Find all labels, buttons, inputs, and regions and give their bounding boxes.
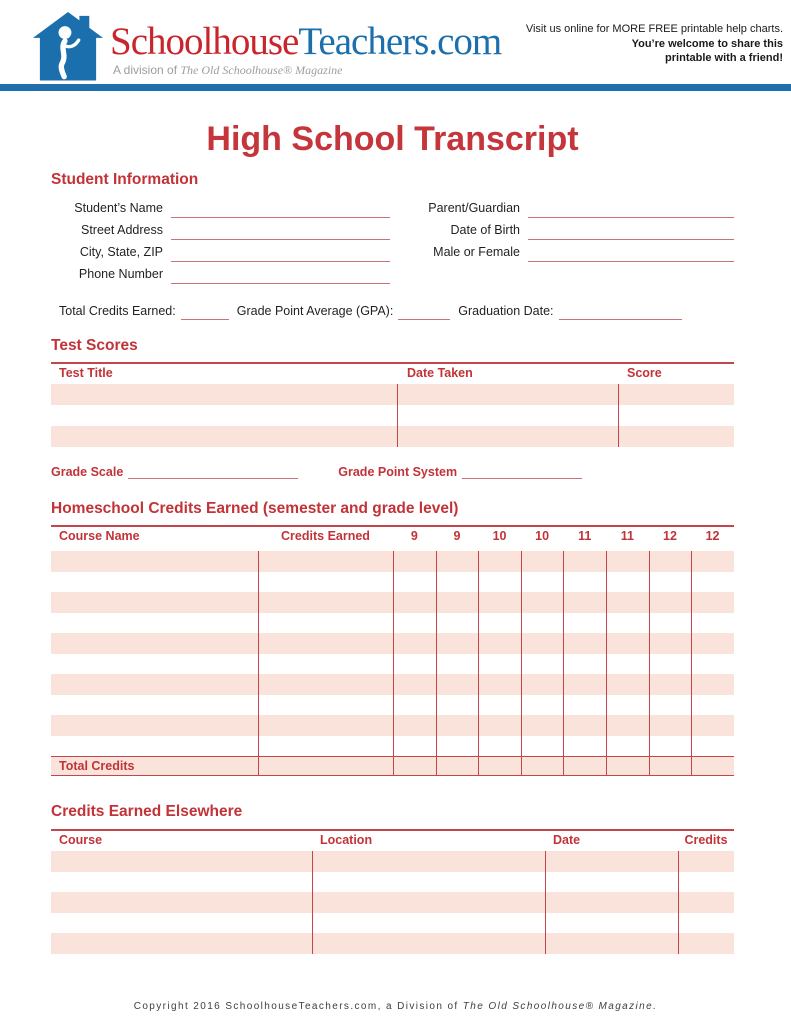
grade-10-column-header: 10 bbox=[492, 529, 507, 543]
table-cell[interactable] bbox=[393, 613, 436, 634]
table-cell[interactable] bbox=[606, 654, 649, 675]
table-cell[interactable] bbox=[51, 551, 258, 572]
page-header bbox=[0, 0, 791, 84]
table-cell[interactable] bbox=[649, 757, 692, 775]
table-cell[interactable] bbox=[393, 736, 436, 757]
table-cell[interactable] bbox=[521, 715, 564, 736]
city-state-zip-field[interactable] bbox=[171, 244, 390, 262]
grade-11-column-header: 11 bbox=[578, 529, 592, 543]
credits-column-header: Credits bbox=[684, 833, 728, 847]
table-cell[interactable] bbox=[691, 674, 734, 695]
table-cell[interactable] bbox=[393, 757, 436, 775]
table-cell[interactable] bbox=[521, 695, 564, 716]
course-column-header: Course bbox=[59, 833, 103, 847]
table-cell[interactable] bbox=[606, 572, 649, 593]
date-column-header: Date bbox=[553, 833, 581, 847]
table-cell[interactable] bbox=[51, 384, 397, 405]
table-cell[interactable] bbox=[545, 892, 678, 913]
copyright-footer bbox=[0, 1001, 791, 1012]
location-column-header: Location bbox=[320, 833, 373, 847]
table-cell[interactable] bbox=[563, 633, 606, 654]
table-cell[interactable] bbox=[51, 913, 312, 934]
table-cell[interactable] bbox=[649, 592, 692, 613]
grade-12-column-header: 12 bbox=[663, 529, 677, 543]
table-cell[interactable] bbox=[606, 715, 649, 736]
table-row[interactable] bbox=[51, 613, 734, 634]
table-cell[interactable] bbox=[258, 551, 393, 572]
table-row[interactable] bbox=[51, 426, 734, 447]
table-cell[interactable] bbox=[312, 892, 545, 913]
graduation-date-label: Graduation Date: bbox=[458, 304, 554, 318]
elsewhere-table-body bbox=[51, 851, 734, 954]
table-cell[interactable] bbox=[436, 572, 479, 593]
table-cell[interactable] bbox=[258, 613, 393, 634]
table-row[interactable] bbox=[51, 695, 734, 716]
credits-elsewhere-table bbox=[51, 829, 734, 954]
homeschool-credits-table bbox=[51, 525, 734, 776]
course-name-column-header: Course Name bbox=[59, 529, 140, 543]
table-cell[interactable] bbox=[691, 715, 734, 736]
table-cell[interactable] bbox=[312, 913, 545, 934]
table-cell[interactable] bbox=[51, 695, 258, 716]
table-cell[interactable] bbox=[258, 592, 393, 613]
grade-11-column-header: 11 bbox=[620, 529, 634, 543]
grade-scale-field[interactable] bbox=[128, 464, 298, 479]
table-cell[interactable] bbox=[478, 757, 521, 775]
street-address-field[interactable] bbox=[171, 222, 390, 240]
street-address-label: Street Address bbox=[81, 223, 163, 237]
table-cell[interactable] bbox=[521, 654, 564, 675]
table-cell[interactable] bbox=[258, 633, 393, 654]
table-cell[interactable] bbox=[51, 592, 258, 613]
students-name-label: Student’s Name bbox=[74, 201, 163, 215]
table-cell[interactable] bbox=[258, 757, 393, 775]
table-cell[interactable] bbox=[478, 695, 521, 716]
total-credits-earned-field[interactable] bbox=[181, 304, 229, 320]
male-or-female-label: Male or Female bbox=[433, 245, 520, 259]
table-cell[interactable] bbox=[258, 736, 393, 757]
table-cell[interactable] bbox=[478, 736, 521, 757]
table-row[interactable] bbox=[51, 384, 734, 405]
table-cell[interactable] bbox=[51, 613, 258, 634]
table-cell[interactable] bbox=[312, 933, 545, 954]
table-row[interactable] bbox=[51, 933, 734, 954]
table-cell[interactable] bbox=[51, 872, 312, 893]
table-cell[interactable] bbox=[563, 654, 606, 675]
brand-name-teachers: Teachers.com bbox=[298, 20, 502, 63]
table-cell[interactable] bbox=[258, 572, 393, 593]
grade-10-column-header: 10 bbox=[535, 529, 550, 543]
table-cell[interactable] bbox=[478, 715, 521, 736]
table-cell[interactable] bbox=[563, 736, 606, 757]
table-cell[interactable] bbox=[563, 757, 606, 775]
gpa-label: Grade Point Average (GPA): bbox=[236, 304, 394, 318]
grade-scale-row bbox=[51, 461, 734, 479]
field-row bbox=[51, 196, 390, 218]
table-cell[interactable] bbox=[393, 674, 436, 695]
credits-elsewhere-heading: Credits Earned Elsewhere bbox=[51, 803, 243, 820]
table-cell[interactable] bbox=[606, 736, 649, 757]
table-cell[interactable] bbox=[397, 426, 618, 447]
table-cell[interactable] bbox=[51, 426, 397, 447]
table-row[interactable] bbox=[51, 572, 734, 593]
table-cell[interactable] bbox=[691, 613, 734, 634]
table-cell[interactable] bbox=[258, 674, 393, 695]
table-row[interactable] bbox=[51, 872, 734, 893]
table-cell[interactable] bbox=[393, 572, 436, 593]
table-row[interactable] bbox=[51, 892, 734, 913]
date-taken-column-header: Date Taken bbox=[407, 366, 473, 380]
copyright-text: Copyright 2016 SchoolhouseTeachers.com, a Division of bbox=[133, 1000, 463, 1012]
header-divider-bar bbox=[0, 84, 791, 91]
table-cell[interactable] bbox=[51, 633, 258, 654]
table-cell[interactable] bbox=[258, 654, 393, 675]
table-cell[interactable] bbox=[545, 872, 678, 893]
table-cell[interactable] bbox=[521, 551, 564, 572]
test-scores-heading: Test Scores bbox=[51, 337, 138, 354]
student-information-fields bbox=[51, 196, 734, 284]
graduation-date-field[interactable] bbox=[559, 304, 682, 320]
table-cell[interactable] bbox=[436, 654, 479, 675]
field-row bbox=[412, 218, 734, 240]
field-row bbox=[412, 196, 734, 218]
test-scores-table-body bbox=[51, 384, 734, 447]
table-cell[interactable] bbox=[478, 674, 521, 695]
table-cell[interactable] bbox=[606, 757, 649, 775]
tagline-prefix: A division of bbox=[113, 63, 181, 77]
students-name-field[interactable] bbox=[171, 200, 390, 218]
table-cell[interactable] bbox=[649, 715, 692, 736]
table-cell[interactable] bbox=[393, 633, 436, 654]
table-row[interactable] bbox=[51, 633, 734, 654]
parent-guardian-label: Parent/Guardian bbox=[428, 201, 520, 215]
table-row[interactable] bbox=[51, 715, 734, 736]
table-cell[interactable] bbox=[691, 633, 734, 654]
table-cell[interactable] bbox=[51, 736, 258, 757]
table-cell[interactable] bbox=[51, 892, 312, 913]
table-cell[interactable] bbox=[678, 851, 734, 872]
table-row[interactable] bbox=[51, 913, 734, 934]
table-cell[interactable] bbox=[606, 633, 649, 654]
student-information-heading: Student Information bbox=[51, 171, 199, 188]
table-row[interactable] bbox=[51, 592, 734, 613]
table-cell[interactable] bbox=[649, 613, 692, 634]
table-cell[interactable] bbox=[606, 674, 649, 695]
table-cell[interactable] bbox=[649, 695, 692, 716]
grade-9-column-header: 9 bbox=[453, 529, 461, 543]
table-cell[interactable] bbox=[618, 405, 734, 426]
table-cell[interactable] bbox=[521, 674, 564, 695]
table-cell[interactable] bbox=[649, 572, 692, 593]
table-row[interactable] bbox=[51, 736, 734, 757]
schoolhouseteachers-logo[interactable] bbox=[30, 10, 501, 84]
form-content bbox=[51, 119, 734, 954]
table-cell[interactable] bbox=[436, 695, 479, 716]
table-cell[interactable] bbox=[563, 695, 606, 716]
table-cell[interactable] bbox=[436, 674, 479, 695]
field-row bbox=[412, 240, 734, 262]
copyright-magazine-text: The Old Schoolhouse® Magazine. bbox=[462, 1000, 658, 1012]
table-cell[interactable] bbox=[563, 551, 606, 572]
table-cell[interactable] bbox=[478, 613, 521, 634]
table-cell[interactable] bbox=[606, 592, 649, 613]
homeschool-credits-heading: Homeschool Credits Earned (semester and grade level) bbox=[51, 500, 459, 517]
table-cell[interactable] bbox=[312, 851, 545, 872]
test-scores-header-row bbox=[51, 364, 734, 384]
table-cell[interactable] bbox=[397, 384, 618, 405]
test-title-column-header: Test Title bbox=[59, 366, 113, 380]
table-row[interactable] bbox=[51, 851, 734, 872]
total-credits-row bbox=[51, 756, 734, 776]
credits-summary-row bbox=[51, 300, 734, 320]
table-cell[interactable] bbox=[436, 715, 479, 736]
table-cell[interactable] bbox=[678, 913, 734, 934]
table-cell[interactable] bbox=[51, 654, 258, 675]
fields-right-column bbox=[412, 196, 734, 284]
promo-text bbox=[526, 10, 783, 84]
table-cell[interactable] bbox=[51, 851, 312, 872]
table-cell[interactable] bbox=[678, 892, 734, 913]
table-cell[interactable] bbox=[521, 633, 564, 654]
table-cell[interactable] bbox=[51, 933, 312, 954]
table-cell[interactable] bbox=[545, 933, 678, 954]
table-cell[interactable] bbox=[691, 551, 734, 572]
fields-left-column bbox=[51, 196, 390, 284]
table-cell[interactable] bbox=[436, 633, 479, 654]
table-cell[interactable] bbox=[618, 384, 734, 405]
table-row[interactable] bbox=[51, 654, 734, 675]
table-cell[interactable] bbox=[649, 551, 692, 572]
table-cell[interactable] bbox=[563, 613, 606, 634]
grade-point-system-label: Grade Point System bbox=[338, 465, 458, 479]
table-cell[interactable] bbox=[521, 572, 564, 593]
table-cell[interactable] bbox=[478, 592, 521, 613]
table-cell[interactable] bbox=[563, 572, 606, 593]
table-row[interactable] bbox=[51, 405, 734, 426]
promo-line-2: You’re welcome to share this bbox=[631, 37, 783, 50]
table-cell[interactable] bbox=[436, 592, 479, 613]
table-cell[interactable] bbox=[51, 572, 258, 593]
table-cell[interactable] bbox=[436, 551, 479, 572]
table-cell[interactable] bbox=[691, 572, 734, 593]
table-cell[interactable] bbox=[393, 695, 436, 716]
table-cell[interactable] bbox=[312, 872, 545, 893]
table-cell[interactable] bbox=[521, 736, 564, 757]
field-row bbox=[51, 240, 390, 262]
table-cell[interactable] bbox=[563, 592, 606, 613]
table-cell[interactable] bbox=[397, 405, 618, 426]
table-cell[interactable] bbox=[258, 695, 393, 716]
field-row bbox=[51, 218, 390, 240]
table-cell[interactable] bbox=[563, 674, 606, 695]
grade-scale-label: Grade Scale bbox=[51, 465, 124, 479]
table-row[interactable] bbox=[51, 551, 734, 572]
table-cell[interactable] bbox=[51, 405, 397, 426]
grade-9-column-header: 9 bbox=[410, 529, 418, 543]
table-cell[interactable] bbox=[478, 572, 521, 593]
page-title: High School Transcript bbox=[206, 120, 579, 158]
table-cell[interactable] bbox=[521, 592, 564, 613]
table-cell[interactable] bbox=[606, 551, 649, 572]
table-cell[interactable] bbox=[545, 851, 678, 872]
phone-number-field[interactable] bbox=[171, 266, 390, 284]
grade-12-column-header: 12 bbox=[705, 529, 720, 543]
table-cell[interactable] bbox=[691, 736, 734, 757]
credits-earned-column-header: Credits Earned bbox=[281, 529, 370, 543]
brand-name-schoolhouse: Schoolhouse bbox=[110, 20, 299, 63]
date-of-birth-label: Date of Birth bbox=[450, 223, 520, 237]
field-row bbox=[51, 262, 390, 284]
table-cell[interactable] bbox=[691, 695, 734, 716]
table-cell[interactable] bbox=[649, 674, 692, 695]
homeschool-table-body bbox=[51, 551, 734, 756]
table-cell[interactable] bbox=[545, 913, 678, 934]
table-cell[interactable] bbox=[521, 613, 564, 634]
table-cell[interactable] bbox=[393, 551, 436, 572]
table-cell[interactable] bbox=[258, 715, 393, 736]
table-cell[interactable] bbox=[691, 757, 734, 775]
table-cell[interactable] bbox=[521, 757, 564, 775]
homeschool-header-row bbox=[51, 527, 734, 551]
tagline-magazine: The Old Schoolhouse® Magazine bbox=[180, 63, 343, 77]
table-cell[interactable] bbox=[393, 654, 436, 675]
table-cell[interactable] bbox=[51, 674, 258, 695]
logo-tagline bbox=[113, 63, 501, 78]
schoolhouse-icon bbox=[30, 10, 106, 84]
table-cell[interactable] bbox=[51, 715, 258, 736]
parent-guardian-field[interactable] bbox=[528, 200, 734, 218]
table-cell[interactable] bbox=[393, 592, 436, 613]
date-of-birth-field[interactable] bbox=[528, 222, 734, 240]
table-cell[interactable] bbox=[478, 654, 521, 675]
table-cell[interactable] bbox=[393, 715, 436, 736]
score-column-header: Score bbox=[627, 366, 662, 380]
city-state-zip-label: City, State, ZIP bbox=[79, 245, 163, 259]
table-cell[interactable] bbox=[678, 933, 734, 954]
table-cell[interactable] bbox=[618, 426, 734, 447]
table-cell[interactable] bbox=[478, 551, 521, 572]
table-cell[interactable] bbox=[649, 633, 692, 654]
table-cell[interactable] bbox=[649, 654, 692, 675]
gpa-field[interactable] bbox=[398, 304, 450, 320]
table-cell[interactable] bbox=[436, 736, 479, 757]
table-cell[interactable] bbox=[606, 613, 649, 634]
table-cell[interactable] bbox=[678, 872, 734, 893]
table-cell[interactable] bbox=[606, 695, 649, 716]
table-cell[interactable] bbox=[436, 757, 479, 775]
total-credits-label: Total Credits bbox=[59, 759, 135, 773]
total-credits-earned-label: Total Credits Earned: bbox=[59, 304, 176, 318]
table-cell[interactable] bbox=[649, 736, 692, 757]
table-row[interactable] bbox=[51, 674, 734, 695]
elsewhere-header-row bbox=[51, 831, 734, 851]
grade-point-system-field[interactable] bbox=[462, 464, 582, 479]
table-cell[interactable] bbox=[691, 592, 734, 613]
table-cell[interactable] bbox=[691, 654, 734, 675]
phone-number-label: Phone Number bbox=[78, 267, 163, 281]
promo-line-1: Visit us online for MORE FREE printable help charts. bbox=[525, 23, 783, 35]
test-scores-table bbox=[51, 362, 734, 447]
logo-wordmark bbox=[110, 10, 501, 78]
male-or-female-field[interactable] bbox=[528, 244, 734, 262]
table-cell[interactable] bbox=[478, 633, 521, 654]
promo-line-3: printable with a friend! bbox=[665, 52, 783, 64]
table-cell[interactable] bbox=[563, 715, 606, 736]
table-cell[interactable] bbox=[436, 613, 479, 634]
